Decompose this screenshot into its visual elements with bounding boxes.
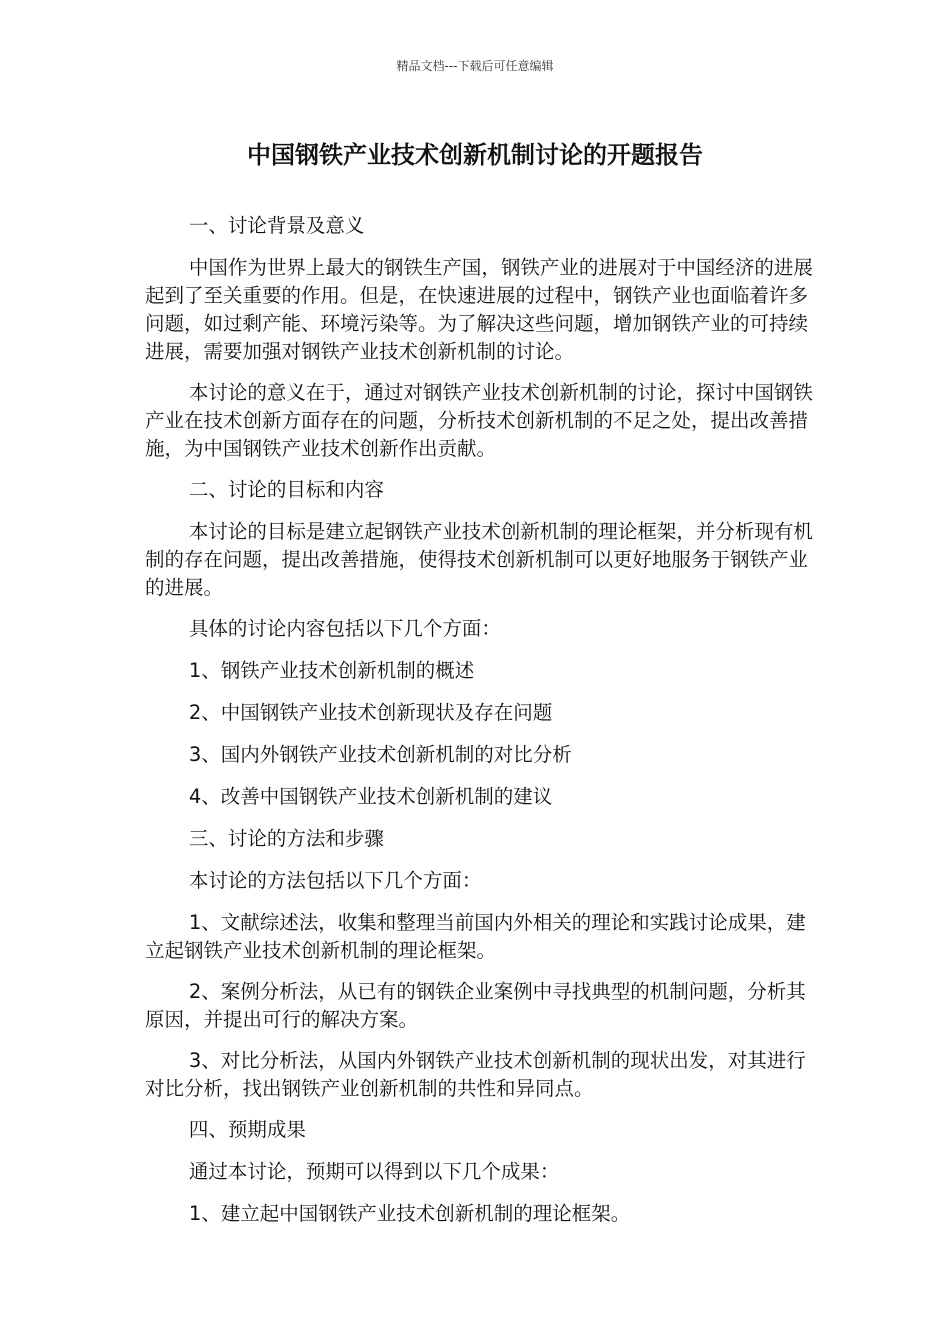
list-item-method-1: 1、文献综述法，收集和整理当前国内外相关的理论和实践讨论成果，建立起钢铁产业技术创新机制的理论框架。 — [145, 911, 806, 962]
paragraph-content-intro: 具体的讨论内容包括以下几个方面： — [188, 617, 501, 640]
document-body — [145, 212, 815, 1242]
section-heading-results: 四、预期成果 — [188, 1118, 306, 1141]
list-item-result-1: 1、建立起中国钢铁产业技术创新机制的理论框架。 — [188, 1202, 631, 1225]
page-header: 精品文档---下载后可任意编辑 — [396, 59, 554, 73]
paragraph-results-intro: 通过本讨论，预期可以得到以下几个成果： — [188, 1160, 560, 1183]
list-item-content-3: 3、国内外钢铁产业技术创新机制的对比分析 — [188, 743, 572, 766]
list-item-method-3: 3、对比分析法，从国内外钢铁产业技术创新机制的现状出发，对其进行对比分析，找出钢铁产业创新机制的共性和异同点。 — [145, 1049, 806, 1100]
section-heading-background: 一、讨论背景及意义 — [188, 214, 365, 237]
paragraph-methods-intro: 本讨论的方法包括以下几个方面： — [188, 869, 482, 892]
list-item-content-4: 4、改善中国钢铁产业技术创新机制的建议 — [188, 785, 553, 808]
section-heading-methods: 三、讨论的方法和步骤 — [188, 827, 384, 850]
paragraph-background: 中国作为世界上最大的钢铁生产国，钢铁产业的进展对于中国经济的进展起到了至关重要的作用。但是，在快速进展的过程中，钢铁产业也面临着许多问题，如过剩产能、环境污染等。为了解决这些问题，增加钢铁产业的可持续进展，需要加强对钢铁产业技术创新机制的讨论。 — [145, 256, 813, 363]
list-item-content-2: 2、中国钢铁产业技术创新现状及存在问题 — [188, 701, 553, 724]
paragraph-goals: 本讨论的目标是建立起钢铁产业技术创新机制的理论框架，并分析现有机制的存在问题，提出改善措施，使得技术创新机制可以更好地服务于钢铁产业的进展。 — [145, 520, 813, 599]
paragraph-significance: 本讨论的意义在于，通过对钢铁产业技术创新机制的讨论，探讨中国钢铁产业在技术创新方面存在的问题，分析技术创新机制的不足之处，提出改善措施，为中国钢铁产业技术创新作出贡献。 — [145, 381, 813, 460]
list-item-content-1: 1、钢铁产业技术创新机制的概述 — [188, 659, 475, 682]
section-heading-goals: 二、讨论的目标和内容 — [188, 478, 384, 501]
document-title: 中国钢铁产业技术创新机制讨论的开题报告 — [247, 141, 703, 169]
list-item-method-2: 2、案例分析法，从已有的钢铁企业案例中寻找典型的机制问题，分析其原因，并提出可行的解决方案。 — [145, 980, 806, 1031]
